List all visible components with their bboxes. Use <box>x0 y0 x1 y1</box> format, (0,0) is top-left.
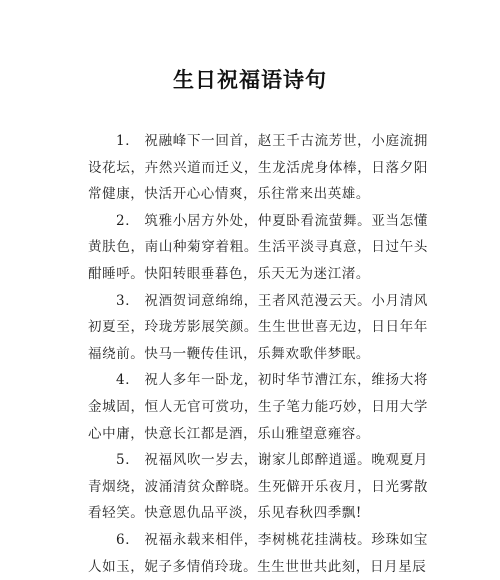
poem-paragraph-5: 5． 祝福风吹一岁去，谢家儿郎醉逍遥。晚观夏月青烟绕，波涌清贫众醉晓。生死僻开乐夜月，日光雾散看轻笑。快意恩仇品平淡，乐见春秋四季飘! <box>88 452 428 522</box>
poem-paragraph-1: 1． 祝融峰下一回首，赵王千古流芳世，小庭流拥设花坛，卉然兴道而迁义，生龙活虎身体棒，日落夕阳常健康，快活开心心情爽，乐往常来出英雄。 <box>88 133 428 203</box>
document-title: 生日祝福语诗句 <box>173 68 327 92</box>
poem-paragraph-6: 6． 祝福永载来相伴，李树桃花挂满枝。珍珠如宝人如玉，妮子多情俏玲珑。生生世世共此刻，日月星辰 <box>88 531 428 575</box>
document-body <box>88 128 428 580</box>
poem-paragraph-2: 2． 筑雅小居方外处，仲夏卧看流萤舞。亚当怎懂黄肤色，南山种菊穿着粗。生活平淡寻真意，日过午头酣睡呼。快阳转眼垂暮色，乐天无为迷江渚。 <box>88 212 428 282</box>
poem-paragraph-3: 3． 祝酒贺词意绵绵，王者风范漫云天。小月清风初夏至，玲珑芳影展笑颜。生生世世喜无边，日日年年福绕前。快马一鞭传佳讯，乐舞欢歌伴梦眠。 <box>88 292 428 362</box>
poem-paragraph-4: 4． 祝人多年一卧龙，初时华节漕江东，维扬大将金城固，恒人无官可赏功，生子笔力能巧妙，日用大学心中庸，快意长江都是酒，乐山雅望意雍容。 <box>88 372 428 442</box>
